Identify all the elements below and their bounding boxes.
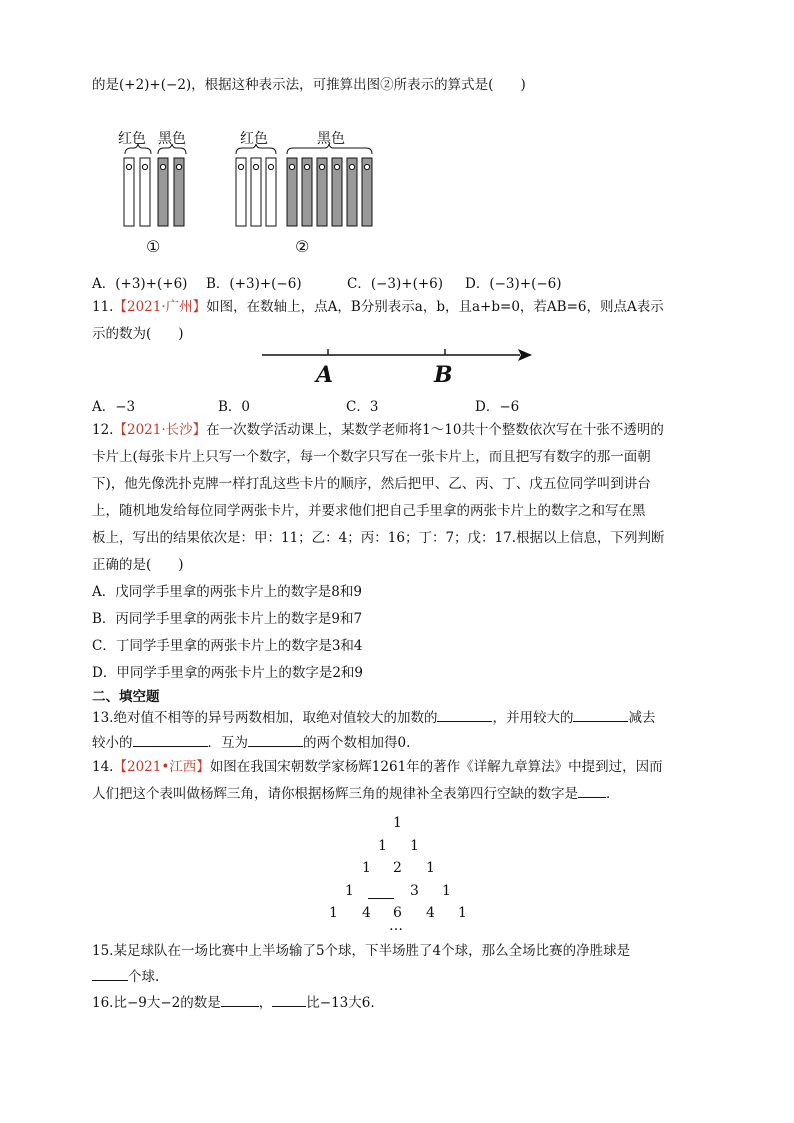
q13-blank-2[interactable] bbox=[573, 708, 628, 722]
q10-option-b: B．(+3)+(−6) bbox=[206, 276, 302, 292]
fig2-black-label: 黑色 bbox=[317, 131, 345, 147]
q14-text-end: ． bbox=[606, 786, 620, 802]
q11-number: 11. bbox=[92, 299, 114, 315]
q16-blank-1[interactable] bbox=[221, 993, 259, 1007]
q11-option-a: A．−3 bbox=[92, 399, 136, 415]
fig2-black-brace bbox=[287, 144, 372, 154]
triangle-cell: 1 bbox=[378, 838, 387, 854]
triangle-cell: 1 bbox=[410, 838, 419, 854]
q14-text: 如图在我国宋朝数学家杨辉1261年的著作《详解九章算法》中提到过，因而 bbox=[209, 759, 663, 775]
q14-blank[interactable] bbox=[578, 784, 606, 798]
fig1-chips bbox=[124, 158, 184, 226]
triangle-cell: 1 bbox=[426, 860, 435, 876]
q15-blank[interactable] bbox=[92, 967, 128, 981]
triangle-cell: 1 bbox=[393, 815, 402, 831]
q14-text-2: 人们把这个表叫做杨辉三角，请你根据杨辉三角的规律补全表第四行空缺的数字是 bbox=[92, 786, 578, 802]
q13-blank-4[interactable] bbox=[248, 733, 303, 747]
triangle-cell: 1 bbox=[345, 883, 354, 899]
q12-stem-line6: 正确的是( ) bbox=[92, 557, 184, 573]
q13-part1: 13.绝对值不相等的异号两数相加，取绝对值较大的加数的 bbox=[92, 710, 438, 726]
triangle-cell: 1 bbox=[442, 883, 451, 899]
triangle-cell: 6 bbox=[393, 905, 402, 921]
section-title-fill-in: 二、填空题 bbox=[92, 689, 160, 705]
q14-source: 【2021•江西】 bbox=[113, 759, 210, 775]
q13-part5: ．互为 bbox=[207, 735, 248, 751]
q12-option-b: B．丙同学手里拿的两张卡片上的数字是9和7 bbox=[92, 611, 363, 627]
q15-line1: 15.某足球队在一场比赛中上半场输了5个球，下半场胜了4个球，那么全场比赛的净胜球是 bbox=[92, 943, 631, 959]
q12-number: 12. bbox=[92, 422, 114, 438]
q11-stem-line1 bbox=[92, 298, 664, 316]
q15-line2 bbox=[92, 967, 159, 986]
q10-option-a: A．(+3)+(+6) bbox=[92, 276, 188, 292]
q16-part1: 16.比−9大−2的数是 bbox=[92, 995, 221, 1011]
q11-option-b: B．0 bbox=[218, 399, 251, 415]
q13-part6: 的两个数相加得0. bbox=[303, 735, 411, 751]
q12-text: 在一次数学活动课上，某数学老师将1～10共十个整数依次写在十张不透明的 bbox=[206, 422, 664, 438]
q11-source: 【2021·广州】 bbox=[113, 299, 207, 315]
fig2-chips bbox=[236, 158, 372, 226]
q10-stem: 的是(+2)+(−2)，根据这种表示法，可推算出图②所表示的算式是( ) bbox=[92, 77, 526, 93]
q12-stem-line2: 卡片上(每张卡片上只写一个数字，每一个数字只写在一张卡片上，而且把写有数字的那一面朝 bbox=[92, 449, 651, 465]
triangle-cell: 4 bbox=[362, 905, 371, 921]
q12-option-c: C．丁同学手里拿的两张卡片上的数字是3和4 bbox=[92, 638, 363, 654]
q10-option-d: D．(−3)+(−6) bbox=[465, 276, 562, 292]
q16-blank-2[interactable] bbox=[272, 993, 306, 1007]
q11-option-c: C．3 bbox=[346, 399, 379, 415]
q14-number: 14. bbox=[92, 759, 114, 775]
q13-part2: ，并用较大的 bbox=[492, 710, 574, 726]
q13-blank-1[interactable] bbox=[437, 708, 492, 722]
q12-stem-line4: 上，随机地发给每位同学两张卡片，并要求他们把自己手里拿的两张卡片上的数字之和写在黑 bbox=[92, 503, 646, 519]
fig1-red-label: 红色 bbox=[118, 131, 146, 147]
triangle-missing-cell[interactable] bbox=[368, 882, 394, 899]
number-line bbox=[258, 344, 538, 388]
q13-part3: 减去 bbox=[628, 710, 656, 726]
q15-text-2: 个球. bbox=[128, 969, 160, 985]
q11-stem-line2: 示的数为( ) bbox=[92, 326, 184, 342]
triangle-cell: 1 bbox=[458, 905, 467, 921]
triangle-cell: 4 bbox=[426, 905, 435, 921]
q10-option-c: C．(−3)+(+6) bbox=[347, 276, 444, 292]
q12-stem-line1 bbox=[92, 421, 664, 439]
fig2-caption: ② bbox=[295, 237, 310, 256]
q12-stem-line3: 下)，他先像洗扑克牌一样打乱这些卡片的顺序，然后把甲、乙、丙、丁、戊五位同学叫到讲台 bbox=[92, 476, 651, 492]
chip-figure bbox=[110, 124, 400, 264]
q12-source: 【2021·长沙】 bbox=[113, 422, 207, 438]
q12-option-d: D．甲同学手里拿的两张卡片上的数字是2和9 bbox=[92, 665, 364, 681]
q13-line1 bbox=[92, 708, 655, 727]
q12-option-a: A．戊同学手里拿的两张卡片上的数字是8和9 bbox=[92, 584, 362, 600]
q13-blank-3[interactable] bbox=[133, 733, 208, 747]
triangle-cell: 3 bbox=[410, 883, 419, 899]
q14-stem-line2 bbox=[92, 784, 620, 803]
triangle-cell: 2 bbox=[393, 860, 402, 876]
fig1-black-label: 黑色 bbox=[158, 131, 186, 147]
q16-line bbox=[92, 993, 375, 1012]
q11-text: 如图，在数轴上，点A，B分别表示a，b，且a+b=0，若AB=6，则点A表示 bbox=[206, 299, 664, 315]
q13-line2 bbox=[92, 733, 410, 752]
q12-stem-line5: 板上，写出的结果依次是：甲：11；乙：4；丙：16；丁：7；戊：17.根据以上信息，下列判断 bbox=[92, 530, 665, 546]
q16-part3: 比−13大6. bbox=[306, 995, 375, 1011]
point-b-label: B bbox=[434, 362, 453, 388]
point-a-label: A bbox=[316, 362, 334, 388]
triangle-cell: 1 bbox=[329, 905, 338, 921]
q16-part2: ， bbox=[258, 995, 273, 1011]
triangle-cell: 1 bbox=[362, 860, 371, 876]
fig2-red-label: 红色 bbox=[240, 131, 268, 147]
fig1-caption: ① bbox=[146, 237, 161, 256]
q11-option-d: D．−6 bbox=[475, 399, 520, 415]
q13-part4: 较小的 bbox=[92, 735, 133, 751]
triangle-ellipsis: … bbox=[389, 918, 403, 934]
q14-stem-line1 bbox=[92, 758, 663, 776]
